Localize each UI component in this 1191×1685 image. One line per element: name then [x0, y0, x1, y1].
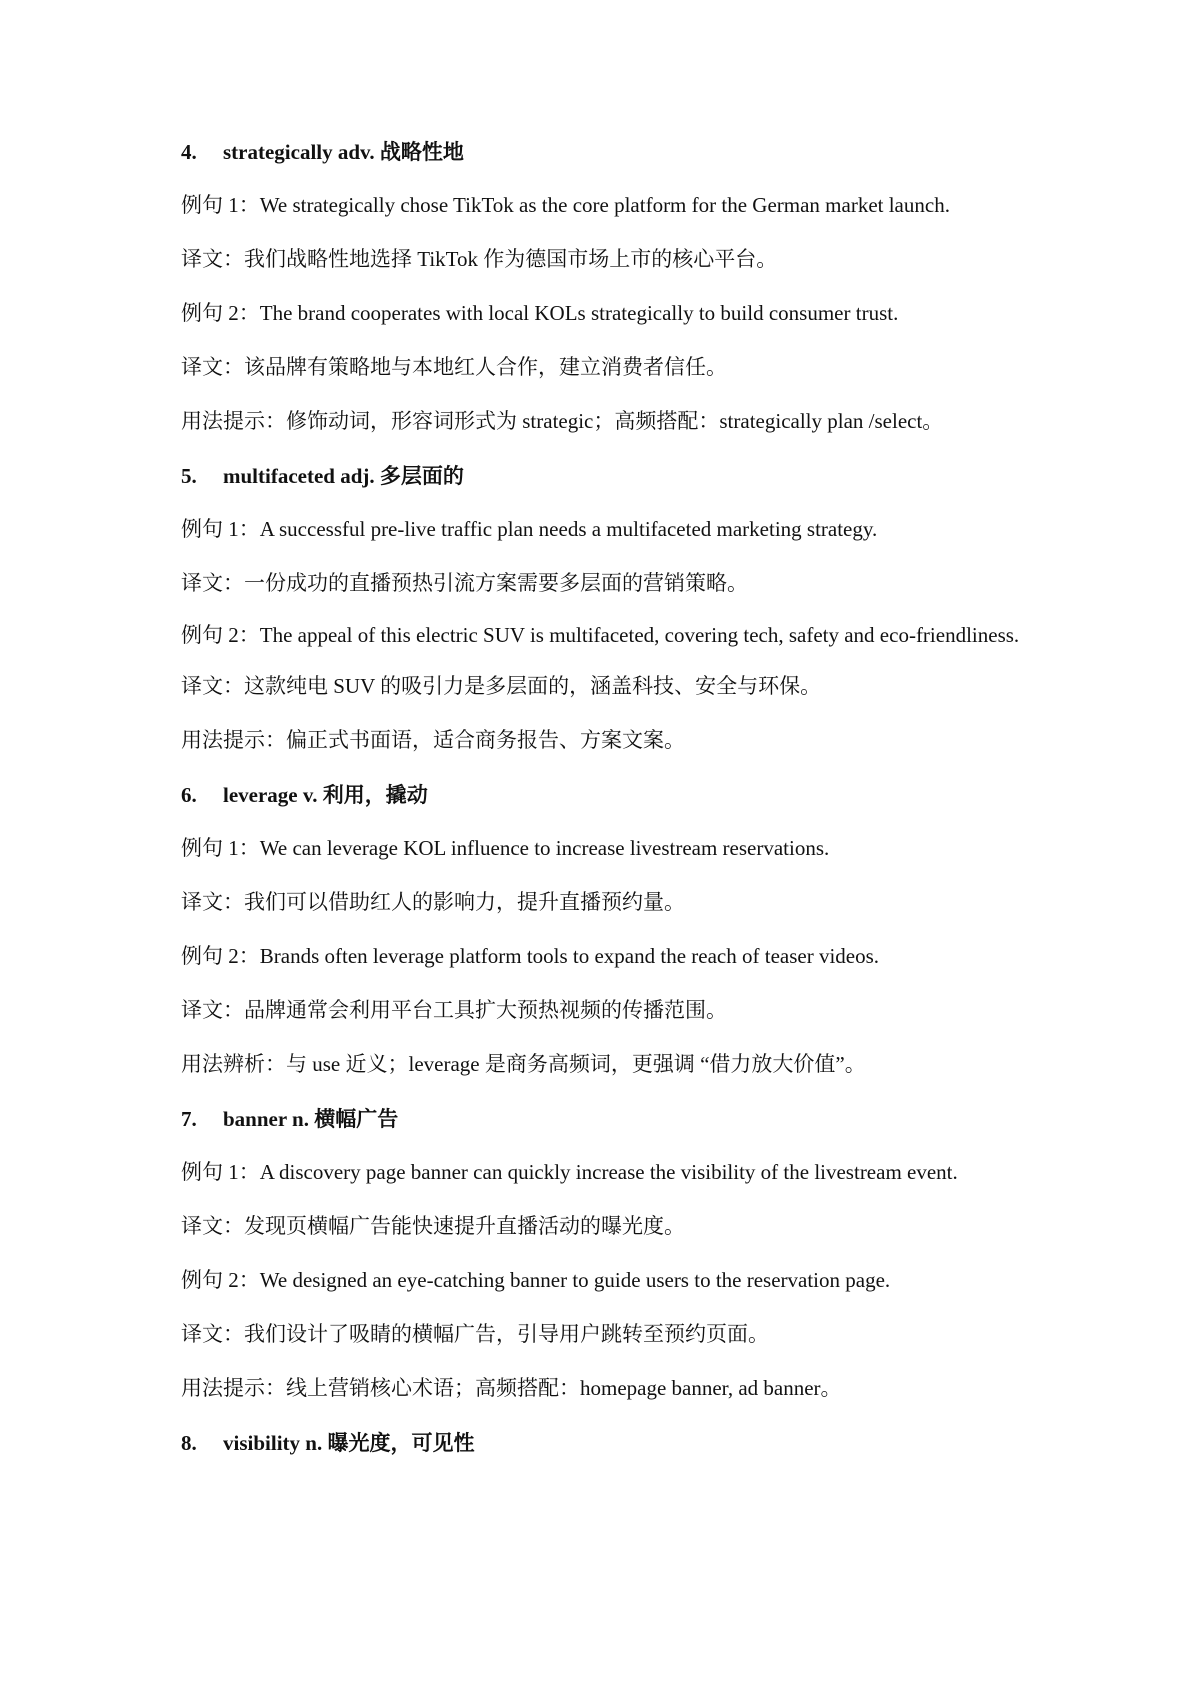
usage-note: 用法辨析：与 use 近义；leverage 是商务高频词，更强调 “借力放大价值”。 [181, 1052, 866, 1076]
entry-title: banner n. 横幅广告 [223, 1107, 399, 1131]
translation-2: 译文：这款纯电 SUV 的吸引力是多层面的，涵盖科技、安全与环保。 [181, 674, 822, 698]
example-sentence-1: 例句 1：We strategically chose TikTok as the core platform for the German market launch. [181, 193, 950, 217]
entry-heading-8 [181, 1429, 1021, 1457]
translation-1: 译文：我们可以借助红人的影响力，提升直播预约量。 [181, 890, 685, 914]
entry-number: 4. [181, 140, 197, 164]
entry-title: leverage v. 利用，撬动 [223, 783, 428, 807]
entry-number: 6. [181, 783, 197, 807]
usage-note: 用法提示：修饰动词，形容词形式为 strategic；高频搭配：strategically plan /select。 [181, 409, 944, 433]
translation-1: 译文：发现页横幅广告能快速提升直播活动的曝光度。 [181, 1214, 685, 1238]
translation-2: 译文：我们设计了吸睛的横幅广告，引导用户跳转至预约页面。 [181, 1322, 769, 1346]
entry-title: strategically adv. 战略性地 [223, 140, 464, 164]
entry-heading-5 [181, 462, 1021, 490]
entry-number: 7. [181, 1107, 197, 1131]
entry-number: 8. [181, 1431, 197, 1455]
vocabulary-list [181, 138, 1021, 1483]
example-sentence-2: 例句 2：The brand cooperates with local KOLs strategically to build consumer trust. [181, 301, 899, 325]
translation-1: 译文：我们战略性地选择 TikTok 作为德国市场上市的核心平台。 [181, 247, 778, 271]
entry-heading-4 [181, 138, 1021, 166]
example-sentence-1: 例句 1：We can leverage KOL influence to increase livestream reservations. [181, 836, 830, 860]
example-sentence-2: 例句 2：Brands often leverage platform tools to expand the reach of teaser videos. [181, 944, 880, 968]
example-sentence-1: 例句 1：A successful pre-live traffic plan needs a multifaceted marketing strategy. [181, 517, 878, 541]
example-sentence-2: 例句 2：The appeal of this electric SUV is multifaceted, covering tech, safety and eco-friendliness. [181, 623, 1020, 647]
translation-2: 译文：品牌通常会利用平台工具扩大预热视频的传播范围。 [181, 998, 727, 1022]
entry-title: visibility n. 曝光度，可见性 [223, 1431, 475, 1455]
example-sentence-1: 例句 1：A discovery page banner can quickly increase the visibility of the livestream event. [181, 1160, 958, 1184]
translation-1: 译文：一份成功的直播预热引流方案需要多层面的营销策略。 [181, 571, 748, 595]
entry-number: 5. [181, 464, 197, 488]
translation-2: 译文：该品牌有策略地与本地红人合作，建立消费者信任。 [181, 355, 727, 379]
entry-heading-7 [181, 1105, 1021, 1133]
usage-note: 用法提示：线上营销核心术语；高频搭配：homepage banner, ad banner。 [181, 1376, 842, 1400]
usage-note: 用法提示：偏正式书面语，适合商务报告、方案文案。 [181, 728, 685, 752]
entry-title: multifaceted adj. 多层面的 [223, 464, 464, 488]
example-sentence-2: 例句 2：We designed an eye-catching banner to guide users to the reservation page. [181, 1268, 891, 1292]
entry-heading-6 [181, 781, 1021, 809]
